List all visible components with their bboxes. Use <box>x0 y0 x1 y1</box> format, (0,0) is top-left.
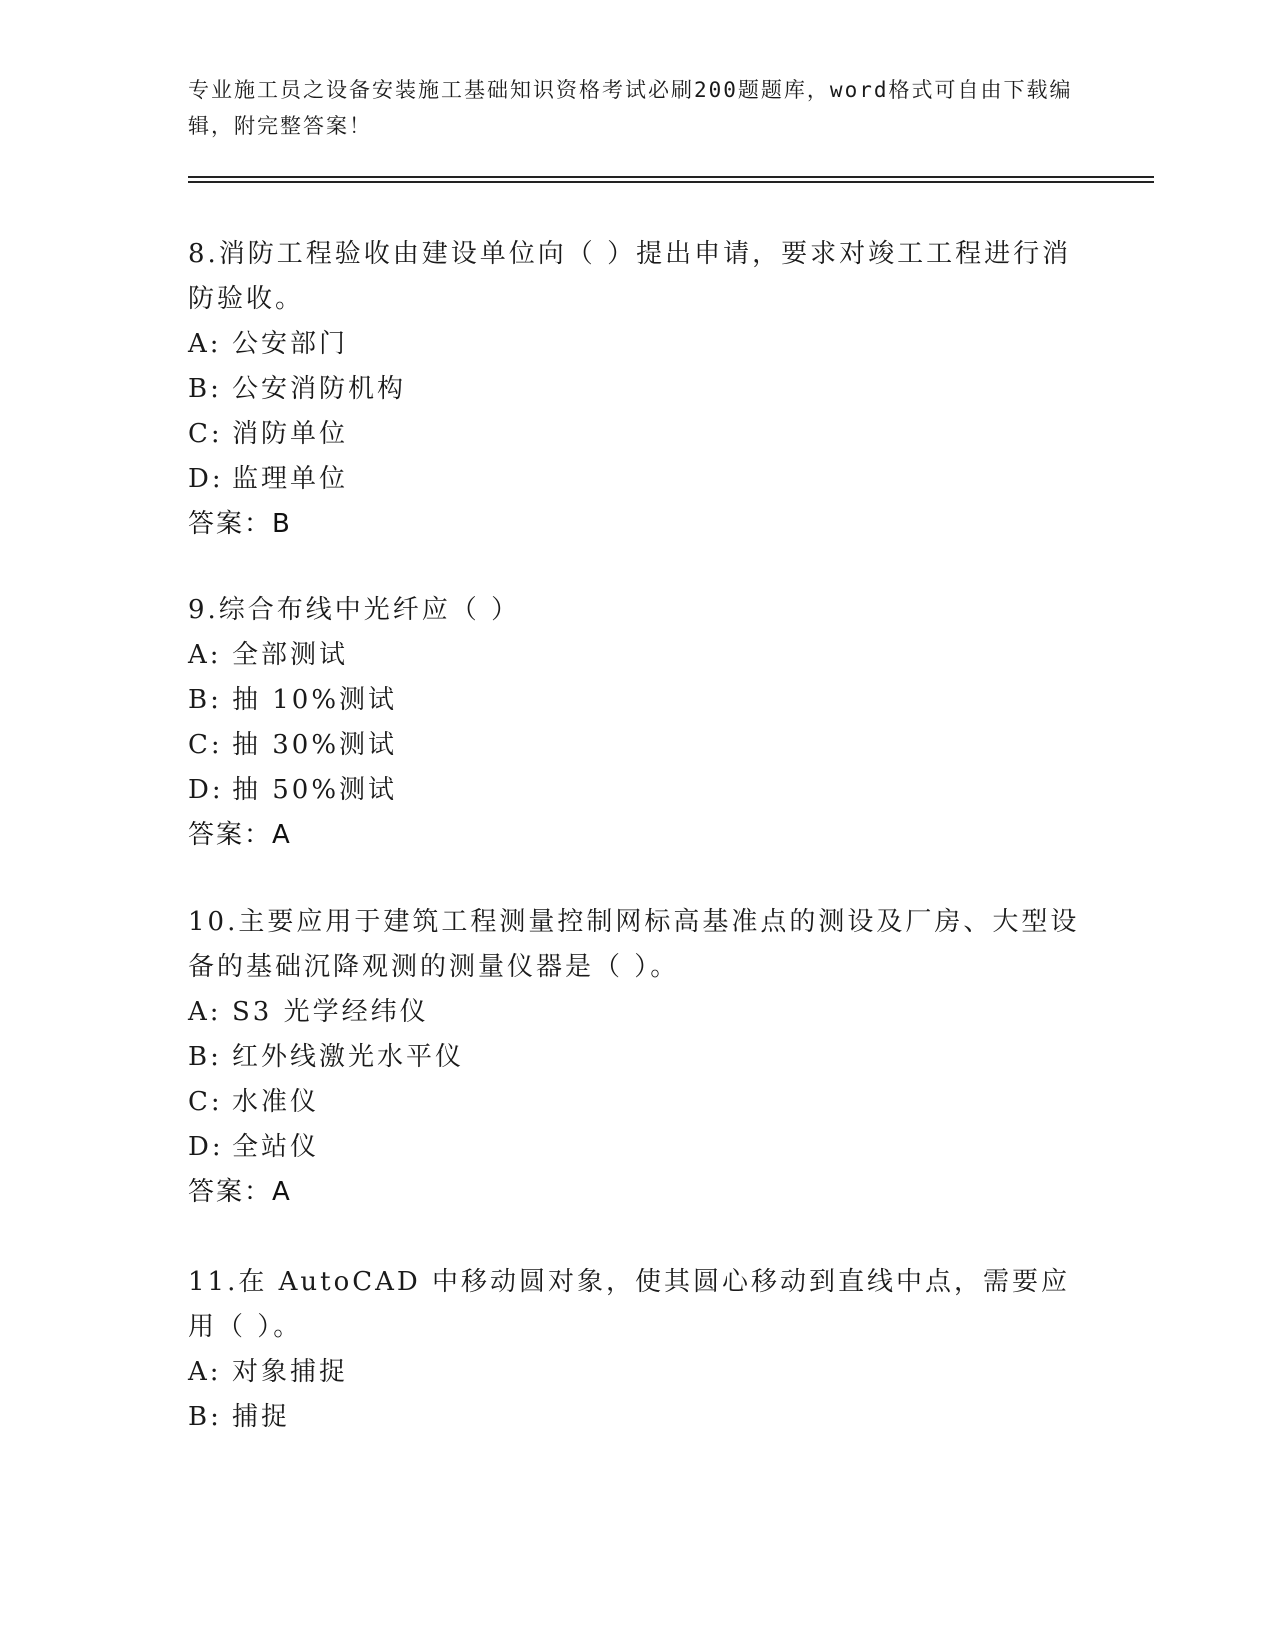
option-b <box>188 1035 1088 1080</box>
question-text: 10.主要应用于建筑工程测量控制网标高基准点的测设及厂房、大型设备的基础沉降观测的测量仪器是（ ）。 <box>188 907 1080 982</box>
answer-line <box>188 502 1088 547</box>
option-letter: B: <box>188 374 222 404</box>
option-text: 全部测试 <box>232 640 349 670</box>
option-d <box>188 1125 1088 1170</box>
option-text: 捕捉 <box>232 1402 291 1432</box>
answer-label: 答案： <box>188 820 273 850</box>
question-11 <box>188 1260 1088 1440</box>
header-divider-top <box>188 176 1154 178</box>
option-letter: A: <box>188 997 222 1027</box>
option-b <box>188 1395 1088 1440</box>
option-text: 消防单位 <box>232 419 349 449</box>
answer-value: A <box>272 1177 292 1207</box>
option-d <box>188 768 1088 813</box>
option-a <box>188 1350 1088 1395</box>
answer-line <box>188 1170 1088 1215</box>
option-letter: A: <box>188 640 222 670</box>
question-8 <box>188 232 1088 547</box>
option-letter: A: <box>188 1357 222 1387</box>
question-text: 9.综合布线中光纤应（ ） <box>188 595 521 625</box>
option-b <box>188 678 1088 723</box>
option-text: 抽 50%测试 <box>232 775 398 805</box>
option-letter: C: <box>188 730 223 760</box>
question-9 <box>188 588 1088 858</box>
option-b <box>188 367 1088 412</box>
question-text: 8.消防工程验收由建设单位向（ ）提出申请，要求对竣工工程进行消防验收。 <box>188 239 1072 314</box>
answer-line <box>188 813 1088 858</box>
option-letter: B: <box>188 1402 222 1432</box>
header-divider-bottom <box>188 181 1154 183</box>
option-letter: A: <box>188 329 222 359</box>
option-letter: B: <box>188 1042 222 1072</box>
option-c <box>188 723 1088 768</box>
option-text: 对象捕捉 <box>232 1357 349 1387</box>
option-letter: B: <box>188 685 222 715</box>
option-c <box>188 412 1088 457</box>
option-letter: C: <box>188 1087 223 1117</box>
option-text: S3 光学经纬仪 <box>232 997 429 1027</box>
option-text: 全站仪 <box>232 1132 320 1162</box>
option-c <box>188 1080 1088 1125</box>
option-letter: D: <box>188 775 224 805</box>
answer-value: A <box>272 820 292 850</box>
option-d <box>188 457 1088 502</box>
question-10 <box>188 900 1088 1215</box>
option-text: 监理单位 <box>232 464 349 494</box>
document-header: 专业施工员之设备安装施工基础知识资格考试必刷200题题库，word格式可自由下载编辑，附完整答案！ <box>188 78 1073 138</box>
answer-label: 答案： <box>188 1177 273 1207</box>
option-letter: C: <box>188 419 223 449</box>
option-text: 水准仪 <box>232 1087 320 1117</box>
question-text: 11.在 AutoCAD 中移动圆对象，使其圆心移动到直线中点，需要应用（ ）。 <box>188 1267 1071 1342</box>
option-letter: D: <box>188 464 224 494</box>
option-text: 红外线激光水平仪 <box>232 1042 465 1072</box>
option-a <box>188 322 1088 367</box>
option-a <box>188 990 1088 1035</box>
option-text: 公安部门 <box>232 329 349 359</box>
answer-label: 答案： <box>188 509 273 539</box>
option-text: 抽 30%测试 <box>232 730 398 760</box>
answer-value: B <box>272 509 292 539</box>
option-text: 抽 10%测试 <box>232 685 398 715</box>
option-text: 公安消防机构 <box>232 374 407 404</box>
option-a <box>188 633 1088 678</box>
option-letter: D: <box>188 1132 224 1162</box>
